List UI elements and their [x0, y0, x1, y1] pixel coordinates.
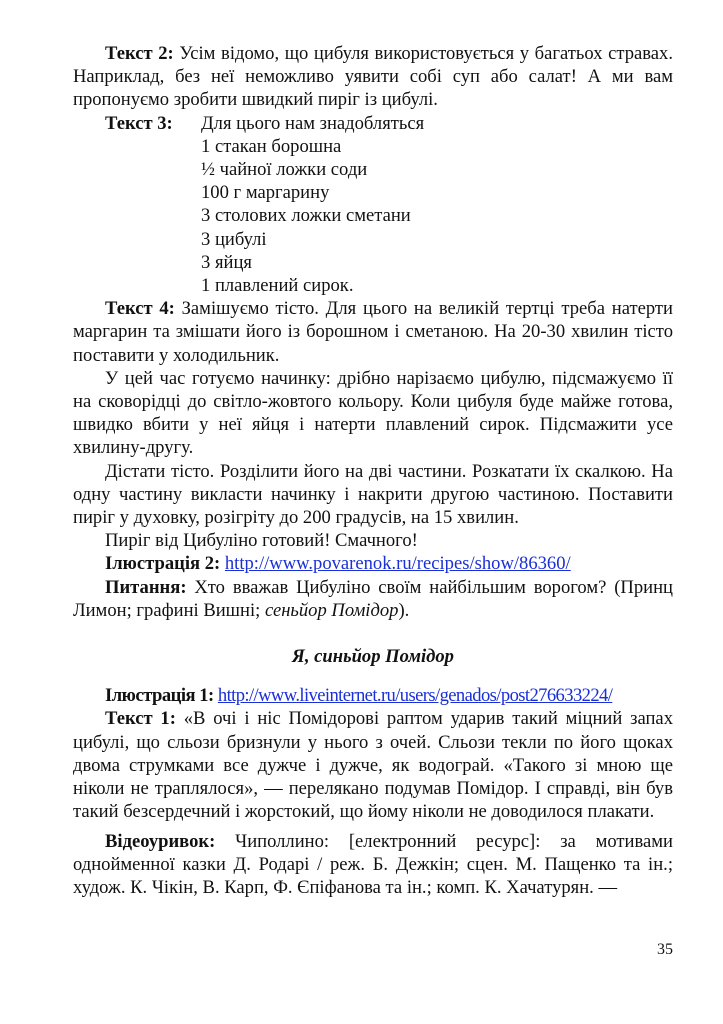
illustration1-link[interactable]: http://www.liveinternet.ru/users/genados/post276633224/ — [217, 685, 613, 707]
text4-body: Замішуємо тісто. Для цього на великій тертці треба натерти маргарин та змішати його із борошном і сметаною. На 20-30 хвилин тісто поставити у холодильник. — [73, 298, 673, 366]
question-answer: сеньйор Помідор — [264, 599, 399, 621]
illustration2-label: Ілюстрація 2: — [105, 553, 221, 575]
text2-body: Усім відомо, що цибуля використовується у багатьох стравах. Наприклад, без неї неможливо уявити собі суп або салат! А ми вам пропонуємо зробити швидкий пиріг із цибулі. — [73, 43, 673, 111]
question-paragraph — [73, 576, 673, 622]
illustration1-label: Ілюстрація 1: — [105, 685, 214, 707]
video-paragraph — [73, 830, 673, 900]
text1-body: «В очі і ніс Помідорові раптом ударив такий міцний запах цибулі, що сльози бризнули у нього з очей. Сльози текли по його щоках двома струмками все дужче і дужче, як водограй. «Такого зі мною ще ніколи не траплялося», — перелякано подумав Помідор. І справді, він був такий безсердечний і жорстокий, що йому ніколи не доводилося плакати. — [73, 708, 673, 823]
illustration2-line — [73, 552, 673, 575]
text4-paragraph — [73, 297, 673, 367]
question-body: Хто вважав Цибуліно своїм найбільшим ворогом? (Принц Лимон; графині Вишні; — [73, 576, 673, 621]
ingredient-item: 3 яйця — [201, 251, 252, 273]
question-label: Питання: — [105, 576, 187, 598]
text4-label: Текст 4: — [105, 298, 175, 320]
video-label: Відеоуривок: — [105, 830, 216, 852]
page-number: 35 — [657, 941, 673, 958]
text3-block — [73, 112, 673, 298]
text3-label: Текст 3: — [105, 112, 173, 134]
text2-label: Текст 2: — [105, 43, 174, 64]
document-page — [73, 42, 673, 899]
illustration1-line — [73, 684, 673, 707]
ingredient-item: 1 плавлений сирок. — [201, 275, 354, 297]
ingredient-item: 3 столових ложки сметани — [201, 205, 411, 227]
ingredient-item: 100 г маргарину — [201, 182, 330, 204]
ingredient-item: ½ чайної ложки соди — [201, 159, 368, 181]
ingredient-item: 1 стакан борошна — [201, 135, 342, 157]
text3-intro: Для цього нам знадобляться — [201, 112, 425, 134]
video-body: Чиполлино: [електронний ресурс]: за мотивами однойменної казки Д. Родарі / реж. Б. Дежкін; сцен. М. Пащенко та ін.; худож. К. Чікін, В. Карп, Ф. Єпіфанова та ін.; комп. К. Хачатурян. — — [73, 830, 673, 898]
text1-label: Текст 1: — [105, 708, 176, 730]
ingredient-item: 3 цибулі — [201, 228, 267, 250]
ingredient-list — [201, 135, 424, 297]
ready-paragraph: Пиріг від Цибуліно готовий! Смачного! — [105, 530, 418, 552]
text1-paragraph — [73, 707, 673, 823]
text2-paragraph — [73, 42, 673, 112]
section-title: Я, синьйор Помідор — [292, 646, 454, 668]
question-tail: ). — [398, 599, 410, 621]
baking-paragraph: Дістати тісто. Розділити його на дві частини. Розкатати їх скалкою. На одну частину викласти начинку і накрити другою частиною. Поставити пиріг у духовку, розігріту до 200 градусів, на 15 хвилин. — [73, 460, 673, 529]
filling-paragraph: У цей час готуємо начинку: дрібно нарізаємо цибулю, підсмажуємо її на сковорідці до світло-жовтого кольору. Коли цибуля буде майже готова, швидко вбити у неї яйця і натерти плавлений сирок. Підсмажити усе хвилину-другу. — [73, 367, 673, 459]
illustration2-link[interactable]: http://www.povarenok.ru/recipes/show/86360/ — [224, 553, 571, 575]
